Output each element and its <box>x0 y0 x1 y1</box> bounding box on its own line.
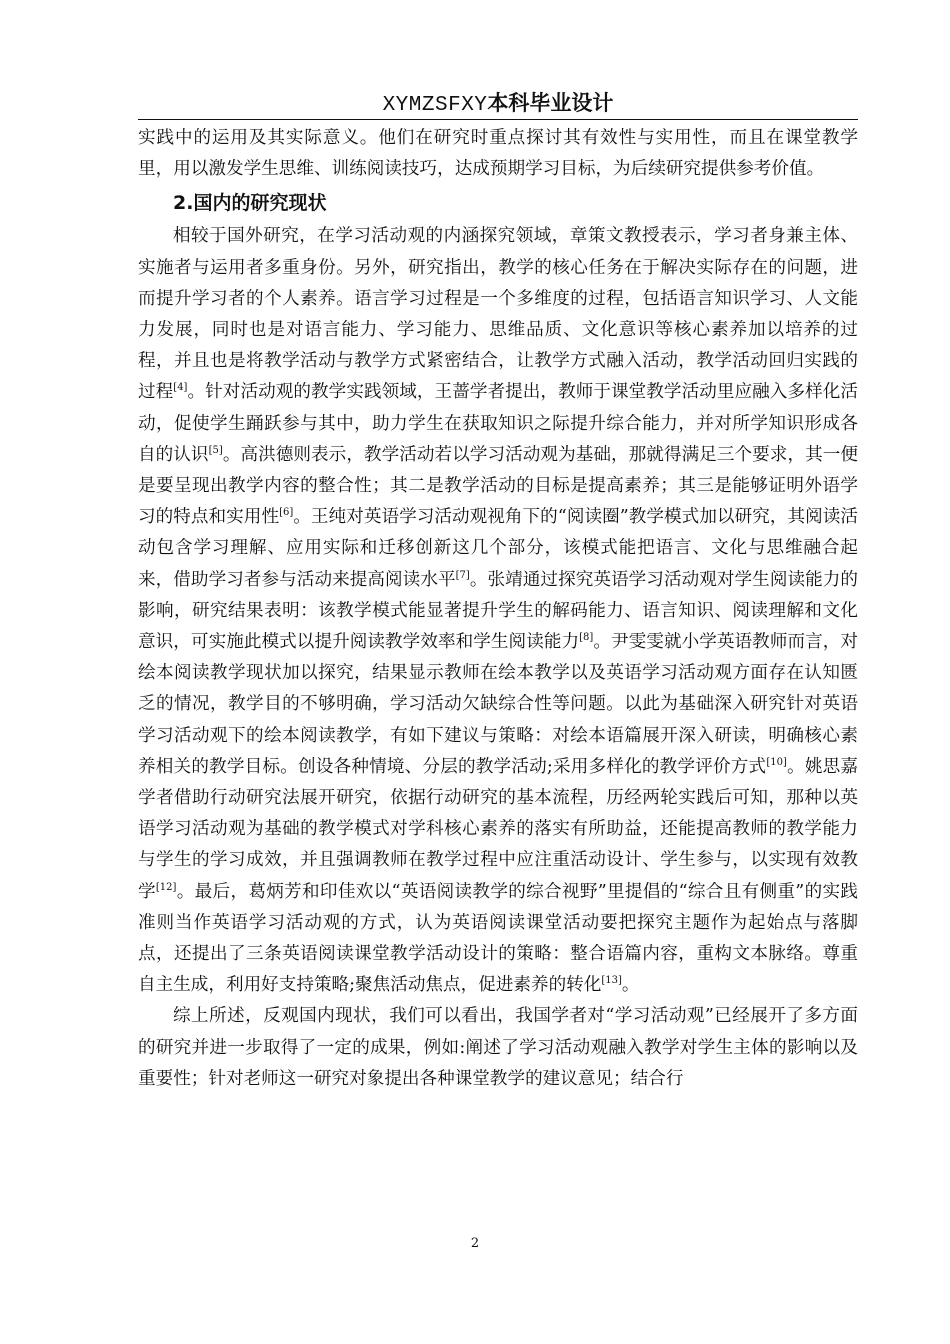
header-school-code: XYMZSFXY <box>382 94 488 117</box>
citation-ref: [4] <box>173 382 188 394</box>
citation-ref: [13] <box>601 975 622 987</box>
page-header <box>138 88 858 121</box>
body-text <box>138 123 858 1095</box>
header-rule <box>138 119 858 120</box>
header-title: 本科毕业设计 <box>487 91 614 115</box>
citation-ref: [8] <box>579 632 594 644</box>
text-run: 。最后，葛炳芳和印佳欢以“英语阅读教学的综合视野”里提倡的“综合且有侧重”的实践准则当作英语学习活动观的方式，认为英语阅读课堂活动要把探究主题作为起始点与落脚点，还提出了三条英语阅读课堂教学活动设计的策略：整合语篇内容，重构文本脉络。尊重自主生成，利用好支持策略;聚焦活动焦点，促进素养的转化 <box>138 881 858 996</box>
page-number: 2 <box>470 1236 480 1251</box>
text-run: 。 <box>621 975 640 996</box>
text-run: 相较于国外研究，在学习活动观的内涵探究领域，章策文教授表示，学习者身兼主体、实施者与运用者多重身份。另外，研究指出，教学的核心任务在于解决实际存在的问题，进而提升学习者的个人素养。语言学习过程是一个多维度的过程，包括语言知识学习、人文能力发展，同时也是对语言能力、学习能力、思维品质、文化意识等核心素养加以培养的过程，并且也是将教学活动与教学方式紧密结合，让教学方式融入活动，教学活动回归实践的过程 <box>138 226 858 403</box>
text-run: 。张靖通过探究英语学习活动观对学生阅读能力的影响，研究结果表明：该教学模式能显著提升学生的解码能力、语言知识、阅读理解和文化意识，可实施此模式以提升阅读教学效率和学生阅读能力 <box>138 569 858 653</box>
paragraph-summary: 综上所述，反观国内现状，我们可以看出，我国学者对“学习活动观”已经展开了多方面的研究并进一步取得了一定的成果，例如:阐述了学习活动观融入教学对学生主体的影响以及重要性；针对老师这一研究对象提出各种课堂教学的建议意见；结合行 <box>138 1006 858 1089</box>
citation-ref: [10] <box>766 757 787 768</box>
section-heading: 2.国内的研究现状 <box>173 192 327 215</box>
paragraph-domestic-research <box>138 221 858 1001</box>
text-run: 。尹雯雯就小学英语教师而言，对绘本阅读教学现状加以探究，结果显示教师在绘本教学以及英语学习活动观方面存在认知匮乏的情况，教学目的不够明确，学习活动欠缺综合性等问题。以此为基础深入研究针对英语学习活动观下的绘本阅读教学，有如下建议与策略：对绘本语篇展开深入研读，明确核心素养相关的教学目标。创设各种情境、分层的教学活动;采用多样化的教学评价方式 <box>138 632 858 777</box>
text-run: 。姚思嘉学者借助行动研究法展开研究，依据行动研究的基本流程，历经两轮实践后可知，那种以英语学习活动观为基础的教学模式对学科核心素养的落实有所助益，还能提高教师的教学能力与学生的学习成效，并且强调教师在教学过程中应注重活动设计、学生参与，以实现有效教学 <box>138 756 858 902</box>
citation-ref: [6] <box>279 507 294 519</box>
text-run: 。王纯对英语学习活动观视角下的“阅读圈”教学模式加以研究，其阅读活动包含学习理解、应用实际和迁移创新这几个部分，该模式能把语言、文化与思维融合起来，借助学习者参与活动来提高阅读水平 <box>138 507 858 590</box>
text-run: 。高洪德则表示，教学活动若以学习活动观为基础，那就得满足三个要求，其一便是要呈现出教学内容的整合性；其二是教学活动的目标是提高素养；其三是能够证明外语学习的特点和实用性 <box>138 444 858 528</box>
text-run: 。针对活动观的教学实践领域，王蔷学者提出，教师于课堂教学活动里应融入多样化活动，促使学生踊跃参与其中，助力学生在获取知识之际提升综合能力，并对所学知识形成各自的认识 <box>138 382 858 465</box>
citation-ref: [12] <box>155 881 177 893</box>
citation-ref: [5] <box>208 444 223 456</box>
citation-ref: [7] <box>455 569 470 581</box>
continuation-paragraph: 实践中的运用及其实际意义。他们在研究时重点探讨其有效性与实用性，而且在课堂教学里，用以激发学生思维、训练阅读技巧，达成预期学习目标，为后续研究提供参考价值。 <box>138 128 858 180</box>
